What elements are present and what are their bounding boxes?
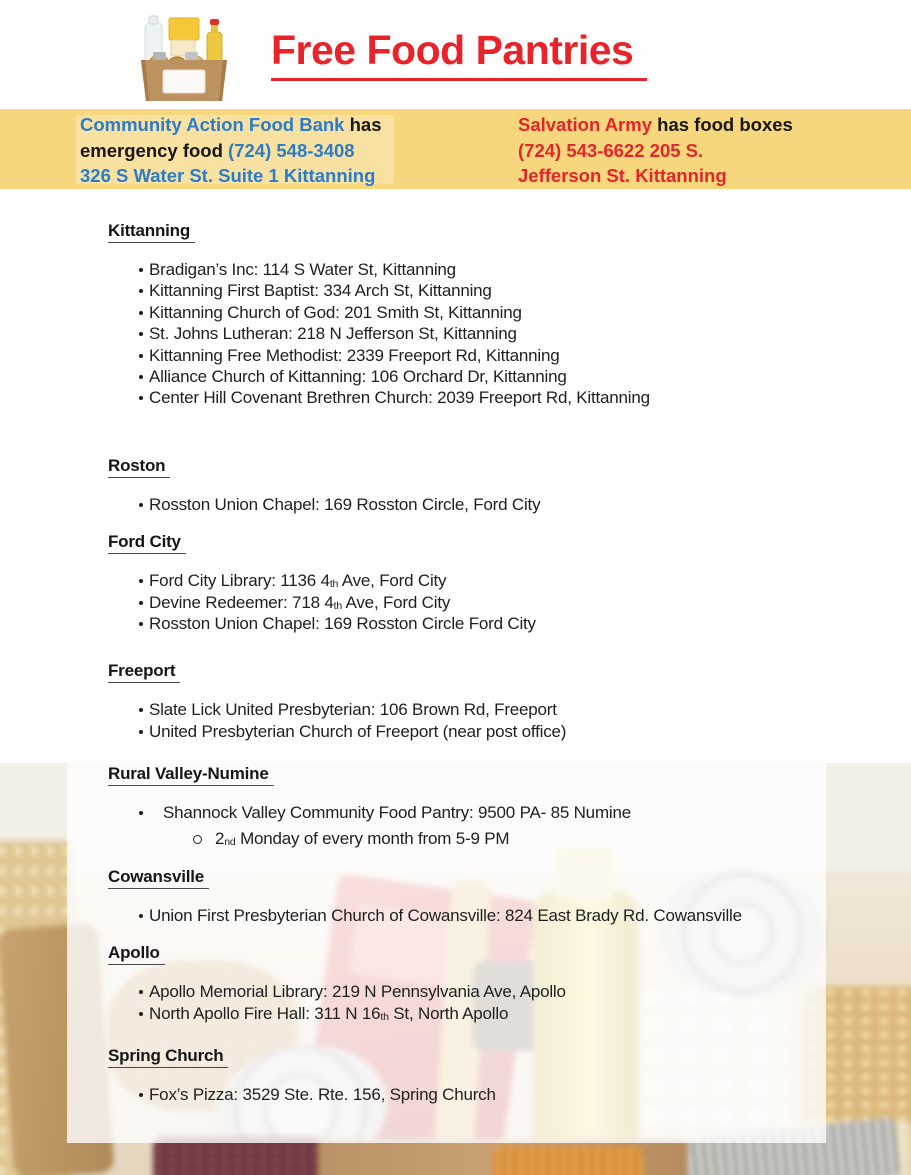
- section-heading: Kittanning: [108, 220, 195, 243]
- contact-text: has: [344, 114, 382, 135]
- section-cowansville: [108, 866, 848, 926]
- section-roston: [108, 455, 848, 515]
- dot-bullet-icon: [139, 503, 143, 507]
- org-name: Salvation Army: [518, 114, 652, 135]
- list-item: [108, 981, 848, 1002]
- list-item-text: North Apollo Fire Hall: 311 N $16_{th}$ St, North Apollo: [149, 1003, 509, 1023]
- org-name: Community Action Food Bank: [80, 114, 345, 135]
- dot-bullet-icon: [139, 730, 143, 734]
- list-item: [108, 345, 848, 366]
- section-freeport: [108, 660, 848, 742]
- dot-bullet-icon: [139, 914, 143, 918]
- list-item: [108, 613, 848, 634]
- list-item-text: Slate Lick United Presbyterian: 106 Brown Rd, Freeport: [149, 700, 557, 720]
- list-item: [108, 721, 848, 742]
- list-item: [108, 366, 848, 387]
- list-item: [108, 802, 848, 823]
- list-item-text: Rosston Union Chapel: 169 Rosston Circle, Ford City: [149, 494, 541, 514]
- list-item-text: Shannock Valley Community Food Pantry: 9500 PA- 85 Numine: [163, 803, 631, 823]
- section-heading: Spring Church: [108, 1045, 228, 1068]
- section-kittanning: [108, 220, 848, 409]
- section-heading: Freeport: [108, 660, 180, 683]
- dot-bullet-icon: [139, 375, 143, 379]
- list-item: [108, 280, 848, 301]
- list-item: [108, 387, 848, 408]
- list-item: [108, 259, 848, 280]
- contact-banner: [0, 109, 911, 189]
- list-item-text: United Presbyterian Church of Freeport (near post office): [149, 721, 567, 741]
- list-item: [108, 494, 848, 515]
- dot-bullet-icon: [139, 354, 143, 358]
- dot-bullet-icon: [139, 396, 143, 400]
- list-item-text: Union First Presbyterian Church of Cowansville: 824 East Brady Rd. Cowansville: [149, 905, 742, 925]
- dot-bullet-icon: [139, 990, 143, 994]
- section-rural-valley-numine: [108, 763, 848, 849]
- list-item-text: Fox’s Pizza: 3529 Ste. Rte. 156, Spring Church: [149, 1084, 496, 1104]
- phone-number: (724) 543-6622 205 S.: [518, 139, 704, 161]
- dot-bullet-icon: [139, 289, 143, 293]
- page-title: Free Food Pantries: [271, 26, 647, 81]
- list-item: [108, 905, 848, 926]
- pantry-sections: [108, 220, 848, 1121]
- community-action-contact: [80, 112, 382, 189]
- list-item: [108, 323, 848, 344]
- list-item: [108, 828, 848, 850]
- dot-bullet-icon: [139, 601, 143, 605]
- list-item: [108, 699, 848, 720]
- list-item: [108, 592, 848, 613]
- list-item-text: Rosston Union Chapel: 169 Rosston Circle Ford City: [149, 614, 536, 634]
- contact-address: 326 S Water St. Suite 1 Kittanning: [80, 165, 376, 186]
- section-apollo: [108, 942, 848, 1024]
- section-heading: Rural Valley-Numine: [108, 763, 274, 786]
- section-heading: Apollo: [108, 942, 165, 965]
- dot-bullet-icon: [139, 311, 143, 315]
- circle-bullet-icon: [193, 835, 202, 844]
- list-item-text: Devine Redeemer: 718 $4_{th}$ Ave, Ford City: [149, 592, 451, 612]
- list-item-text: Kittanning Church of God: 201 Smith St, Kittanning: [149, 302, 522, 322]
- dot-bullet-icon: [139, 579, 143, 583]
- list-item: [108, 1084, 848, 1105]
- list-item-text: Center Hill Covenant Brethren Church: 2039 Freeport Rd, Kittanning: [149, 388, 650, 408]
- list-item: [108, 1003, 848, 1024]
- contact-line: [518, 112, 793, 138]
- dot-bullet-icon: [139, 1012, 143, 1016]
- food-box-image: [133, 8, 235, 106]
- list-item: [108, 570, 848, 591]
- dot-bullet-icon: [139, 708, 143, 712]
- dot-bullet-icon: [139, 332, 143, 336]
- contact-line: [80, 112, 382, 138]
- section-spring-church: [108, 1045, 848, 1105]
- list-item-text: Bradigan’s Inc: 114 S Water St, Kittanning: [149, 260, 456, 279]
- contact-address: Jefferson St. Kittanning: [518, 165, 727, 186]
- list-item-text: Ford City Library: 1136 $4_{th}$ Ave, Ford City: [149, 571, 447, 591]
- contact-text: emergency food: [80, 139, 229, 161]
- dot-bullet-icon: [139, 268, 143, 272]
- section-heading: Ford City: [108, 531, 186, 554]
- list-item-text: Apollo Memorial Library: 219 N Pennsylvania Ave, Apollo: [149, 982, 566, 1002]
- photo-lentils: [493, 1146, 643, 1175]
- dot-bullet-icon: [139, 811, 143, 815]
- list-item-text: Kittanning First Baptist: 334 Arch St, Kittanning: [149, 281, 492, 301]
- list-item-text: St. Johns Lutheran: 218 N Jefferson St, Kittanning: [149, 324, 517, 344]
- list-item-text: Kittanning Free Methodist: 2339 Freeport Rd, Kittanning: [149, 345, 560, 365]
- dot-bullet-icon: [139, 1093, 143, 1097]
- dot-bullet-icon: [139, 622, 143, 626]
- phone-number: (724) 548-3408: [228, 139, 355, 161]
- section-heading: Roston: [108, 455, 170, 478]
- section-ford-city: [108, 531, 848, 634]
- contact-text: has food boxes: [652, 114, 793, 135]
- salvation-army-contact: [518, 112, 793, 189]
- section-heading: Cowansville: [108, 866, 209, 889]
- list-item: [108, 302, 848, 323]
- contact-line: [80, 138, 382, 164]
- list-item-text: $2_{nd}$ Monday of every month from 5-9 PM: [215, 828, 510, 848]
- list-item-text: Alliance Church of Kittanning: 106 Orchard Dr, Kittanning: [149, 367, 567, 387]
